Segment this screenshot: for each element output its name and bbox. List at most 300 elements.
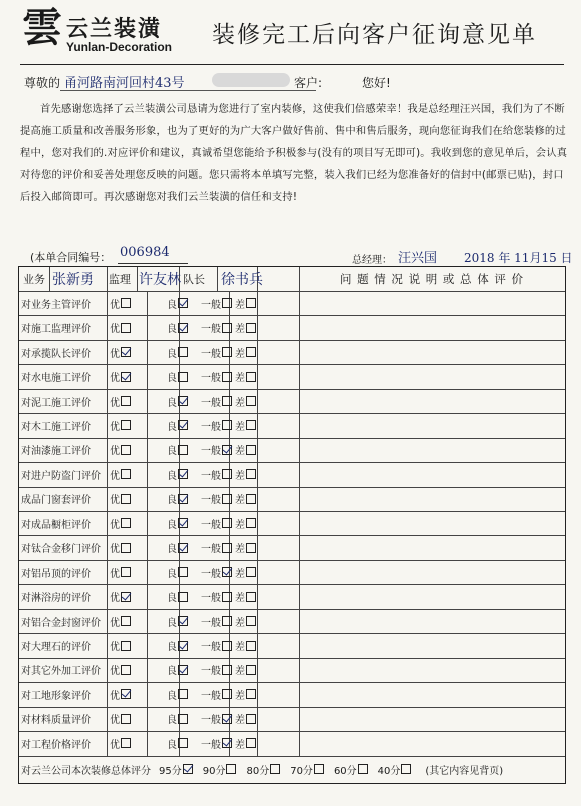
- grade-option-poor[interactable]: [235, 462, 305, 486]
- grade-label: 良: [167, 544, 177, 556]
- address-underline: [60, 90, 316, 91]
- grade-option-poor[interactable]: [235, 389, 305, 413]
- problem-comment-field[interactable]: [299, 389, 565, 413]
- grade-checkbox[interactable]: [222, 592, 232, 602]
- grade-checkbox[interactable]: [178, 396, 188, 406]
- grade-option-excellent[interactable]: [107, 536, 150, 560]
- grade-option-excellent[interactable]: [107, 609, 150, 633]
- score-checkbox[interactable]: [401, 764, 411, 774]
- grade-option-excellent[interactable]: [107, 340, 150, 364]
- grade-label: 优: [110, 593, 120, 605]
- rating-label: 对木工施工评价: [21, 421, 91, 433]
- problem-header: 问 题 情 况 说 明 或 总 体 评 价: [339, 272, 525, 286]
- problem-comment-field[interactable]: [299, 438, 565, 462]
- grade-checkbox[interactable]: [121, 323, 131, 333]
- grade-label: 差: [235, 519, 245, 531]
- grade-checkbox[interactable]: [222, 347, 232, 357]
- grade-label: 优: [110, 495, 120, 507]
- grade-label: 良: [167, 324, 177, 336]
- problem-comment-field[interactable]: [299, 658, 565, 682]
- evaluation-table: [18, 266, 566, 784]
- grade-option-excellent[interactable]: [107, 682, 150, 706]
- grade-checkbox[interactable]: [178, 689, 188, 699]
- grade-checkbox[interactable]: [246, 518, 256, 528]
- problem-comment-field[interactable]: [299, 584, 565, 608]
- grade-option-good[interactable]: [167, 462, 199, 486]
- grade-option-poor[interactable]: [235, 731, 305, 755]
- score-option-label: 60分: [333, 765, 357, 777]
- supervisor-name: 许友林: [139, 272, 181, 288]
- grade-option-poor[interactable]: [235, 340, 305, 364]
- problem-comment-field[interactable]: [299, 511, 565, 535]
- rating-row: [19, 340, 565, 365]
- rating-label: 对业务主管评价: [21, 299, 91, 311]
- grade-label: 一般: [201, 593, 221, 605]
- grade-checkbox[interactable]: [178, 347, 188, 357]
- letter-paragraph: 首先感谢您选择了云兰装潢公司恳请为您进行了室内装修，这使我们倍感荣幸！我是总经理汪兴国，我们为了不断提高施工质量和改善服务形象，也为了更好的为广大客户做好售前、售中和售后服务，现向您征询我们在给您装修的过程中，您对我们的.对应评价和建议，真诚希望您能给予积极参与(没有的项目写无即可)。我收到您的意见单后，会认真对待您的评价和妥善处理您反映的问题。您只需将本单填写完整，装入我们已经为您准备好的信封中(邮票已贴)，封口后投入邮筒即可。再次感谢您对我们云兰装潢的信任和支持!: [20, 103, 568, 203]
- grade-label: 优: [110, 666, 120, 678]
- grade-checkbox[interactable]: [246, 567, 256, 577]
- manager-label: 总经理：: [352, 255, 392, 266]
- greeting-salute: 尊敬的: [24, 76, 61, 90]
- grade-checkbox[interactable]: [246, 396, 256, 406]
- grade-option-good[interactable]: [167, 560, 199, 584]
- problem-comment-field[interactable]: [299, 731, 565, 755]
- score-checkbox[interactable]: [270, 764, 280, 774]
- grade-option-poor[interactable]: [235, 413, 305, 437]
- rating-row: [19, 707, 565, 732]
- grade-checkbox[interactable]: [246, 298, 256, 308]
- grade-checkbox[interactable]: [121, 396, 131, 406]
- grade-label: 优: [110, 397, 120, 409]
- grade-label: 良: [167, 642, 177, 654]
- grade-option-excellent[interactable]: [107, 462, 150, 486]
- grade-checkbox[interactable]: [246, 616, 256, 626]
- grade-label: 差: [235, 666, 245, 678]
- grade-option-good[interactable]: [167, 658, 199, 682]
- rating-row: [19, 413, 565, 438]
- grade-label: 良: [167, 617, 177, 629]
- staff-header-row: [19, 267, 565, 292]
- grade-checkbox[interactable]: [121, 738, 131, 748]
- grade-option-excellent[interactable]: [107, 633, 150, 657]
- grade-option-good[interactable]: [167, 731, 199, 755]
- manager-signature: 汪兴国: [398, 251, 438, 266]
- grade-label: 优: [110, 470, 120, 482]
- logo-name-en: Yunlan-Decoration: [66, 40, 173, 54]
- rating-label: 对其它外加工评价: [21, 666, 101, 678]
- grade-checkbox[interactable]: [222, 714, 232, 724]
- grade-checkbox[interactable]: [246, 445, 256, 455]
- leader-name: 徐书兵: [221, 272, 263, 288]
- redacted-customer-name: [212, 73, 290, 87]
- grade-checkbox[interactable]: [178, 714, 188, 724]
- grade-checkbox[interactable]: [246, 641, 256, 651]
- grade-option-good[interactable]: [167, 315, 199, 339]
- rating-label: 对油漆施工评价: [21, 446, 91, 458]
- grade-checkbox[interactable]: [222, 641, 232, 651]
- grade-label: 优: [110, 421, 120, 433]
- rating-row: [19, 315, 565, 340]
- grade-checkbox[interactable]: [222, 420, 232, 430]
- grade-checkbox[interactable]: [121, 372, 131, 382]
- form-date: 2018 年 11月15 日: [464, 251, 573, 265]
- problem-comment-field[interactable]: [299, 340, 565, 364]
- grade-option-poor[interactable]: [235, 511, 305, 535]
- grade-label: 良: [167, 593, 177, 605]
- grade-label: 差: [235, 715, 245, 727]
- grade-checkbox[interactable]: [222, 396, 232, 406]
- grade-checkbox[interactable]: [178, 298, 188, 308]
- rating-label: 对工程价格评价: [21, 739, 91, 751]
- grade-checkbox[interactable]: [222, 543, 232, 553]
- grade-label: 差: [235, 593, 245, 605]
- grade-option-good[interactable]: [167, 511, 199, 535]
- grade-option-poor[interactable]: [235, 487, 305, 511]
- grade-option-excellent[interactable]: [107, 658, 150, 682]
- score-option[interactable]: [334, 762, 368, 777]
- grade-label: 优: [110, 690, 120, 702]
- grade-label: 优: [110, 739, 120, 751]
- grade-label: 一般: [201, 446, 221, 458]
- grade-label: 优: [110, 642, 120, 654]
- rating-label: 对工地形象评价: [21, 690, 91, 702]
- overall-score-label: 对云兰公司本次装修总体评分: [21, 765, 151, 777]
- grade-checkbox[interactable]: [222, 372, 232, 382]
- grade-option-good[interactable]: [167, 536, 199, 560]
- grade-checkbox[interactable]: [178, 518, 188, 528]
- grade-option-poor[interactable]: [235, 291, 305, 315]
- grade-label: 差: [235, 544, 245, 556]
- grade-label: 一般: [201, 495, 221, 507]
- grade-label: 差: [235, 642, 245, 654]
- rating-label: 对进户防盗门评价: [21, 470, 101, 482]
- score-option-label: 90分: [202, 765, 226, 777]
- grade-option-poor[interactable]: [235, 633, 305, 657]
- grade-checkbox[interactable]: [178, 641, 188, 651]
- grade-checkbox[interactable]: [222, 665, 232, 675]
- grade-checkbox[interactable]: [121, 469, 131, 479]
- grade-label: 良: [167, 690, 177, 702]
- grade-label: 差: [235, 324, 245, 336]
- rating-label: 成品门窗套评价: [21, 495, 91, 507]
- rating-row: [19, 462, 565, 487]
- grade-option-poor[interactable]: [235, 707, 305, 731]
- grade-option-excellent[interactable]: [107, 413, 150, 437]
- grade-checkbox[interactable]: [246, 592, 256, 602]
- grade-label: 一般: [201, 666, 221, 678]
- document-title: 装修完工后向客户征询意见单: [212, 22, 537, 48]
- grade-label: 一般: [201, 324, 221, 336]
- logo-name-cn: 云兰装潢: [66, 17, 163, 42]
- grade-label: 一般: [201, 617, 221, 629]
- grade-checkbox[interactable]: [222, 323, 232, 333]
- rating-label: 对承揽队长评价: [21, 348, 91, 360]
- contract-number: 006984: [120, 245, 170, 260]
- grade-checkbox[interactable]: [178, 543, 188, 553]
- grade-checkbox[interactable]: [246, 469, 256, 479]
- grade-checkbox[interactable]: [246, 714, 256, 724]
- grade-checkbox[interactable]: [121, 543, 131, 553]
- score-option[interactable]: [290, 762, 324, 777]
- grade-label: 一般: [201, 348, 221, 360]
- grade-checkbox[interactable]: [222, 689, 232, 699]
- grade-checkbox[interactable]: [121, 689, 131, 699]
- score-option[interactable]: [159, 762, 193, 777]
- rating-row: [19, 658, 565, 683]
- grade-checkbox[interactable]: [178, 738, 188, 748]
- grade-label: 优: [110, 519, 120, 531]
- problem-comment-field[interactable]: [299, 633, 565, 657]
- grade-label: 差: [235, 568, 245, 580]
- overall-score: [19, 756, 567, 783]
- grade-checkbox[interactable]: [121, 445, 131, 455]
- problem-comment-field[interactable]: [299, 682, 565, 706]
- grade-checkbox[interactable]: [246, 420, 256, 430]
- score-option[interactable]: [203, 762, 237, 777]
- grade-checkbox[interactable]: [178, 616, 188, 626]
- grade-checkbox[interactable]: [246, 689, 256, 699]
- rating-row: [19, 487, 565, 512]
- grade-option-good[interactable]: [167, 389, 199, 413]
- grade-checkbox[interactable]: [178, 420, 188, 430]
- grade-checkbox[interactable]: [222, 469, 232, 479]
- grade-label: 优: [110, 544, 120, 556]
- grade-label: 一般: [201, 690, 221, 702]
- grade-label: 良: [167, 519, 177, 531]
- grade-checkbox[interactable]: [246, 347, 256, 357]
- grade-option-poor[interactable]: [235, 536, 305, 560]
- business-name: 张新勇: [52, 272, 94, 288]
- grade-label: 优: [110, 324, 120, 336]
- grade-checkbox[interactable]: [121, 665, 131, 675]
- grade-option-good[interactable]: [167, 364, 199, 388]
- score-option[interactable]: [378, 762, 412, 777]
- grade-option-excellent[interactable]: [107, 707, 150, 731]
- grade-option-good[interactable]: [167, 413, 199, 437]
- grade-option-good[interactable]: [167, 609, 199, 633]
- grade-option-good[interactable]: [167, 707, 199, 731]
- grade-label: 良: [167, 568, 177, 580]
- grade-option-good[interactable]: [167, 682, 199, 706]
- grade-label: 一般: [201, 715, 221, 727]
- grade-label: 差: [235, 421, 245, 433]
- problem-comment-field[interactable]: [299, 291, 565, 315]
- contract-underline: [118, 263, 188, 264]
- grade-label: 一般: [201, 373, 221, 385]
- rating-label: 对成品橱柜评价: [21, 519, 91, 531]
- problem-comment-field[interactable]: [299, 609, 565, 633]
- grade-option-poor[interactable]: [235, 682, 305, 706]
- grade-label: 良: [167, 495, 177, 507]
- grade-option-excellent[interactable]: [107, 389, 150, 413]
- score-checkbox[interactable]: [358, 764, 368, 774]
- score-option-label: 40分: [377, 765, 401, 777]
- problem-comment-field[interactable]: [299, 364, 565, 388]
- grade-checkbox[interactable]: [222, 738, 232, 748]
- grade-label: 差: [235, 617, 245, 629]
- grade-label: 良: [167, 446, 177, 458]
- grade-option-good[interactable]: [167, 291, 199, 315]
- grade-label: 一般: [201, 568, 221, 580]
- grade-label: 一般: [201, 299, 221, 311]
- grade-checkbox[interactable]: [178, 323, 188, 333]
- rating-row: [19, 389, 565, 414]
- score-option-label: 70分: [290, 765, 313, 777]
- customer-address: 甬河路南河回村43号: [64, 76, 185, 91]
- grade-checkbox[interactable]: [246, 372, 256, 382]
- grade-label: 差: [235, 397, 245, 409]
- grade-option-poor[interactable]: [235, 438, 305, 462]
- grade-checkbox[interactable]: [121, 494, 131, 504]
- score-option[interactable]: [246, 762, 280, 777]
- grade-checkbox[interactable]: [222, 616, 232, 626]
- grade-label: 差: [235, 446, 245, 458]
- grade-label: 一般: [201, 421, 221, 433]
- grade-label: 优: [110, 617, 120, 629]
- grade-label: 良: [167, 739, 177, 751]
- contract-number-label: (本单合同编号：: [30, 251, 112, 264]
- grade-option-excellent[interactable]: [107, 511, 150, 535]
- grade-option-excellent[interactable]: [107, 584, 150, 608]
- grade-checkbox[interactable]: [121, 592, 131, 602]
- grade-option-excellent[interactable]: [107, 731, 150, 755]
- customer-label: 客户:: [294, 76, 323, 90]
- problem-comment-field[interactable]: [299, 707, 565, 731]
- grade-label: 优: [110, 348, 120, 360]
- grade-checkbox[interactable]: [121, 518, 131, 528]
- grade-label: 差: [235, 470, 245, 482]
- overall-score-row: [19, 756, 565, 783]
- grade-checkbox[interactable]: [246, 543, 256, 553]
- grade-label: 差: [235, 690, 245, 702]
- grade-option-poor[interactable]: [235, 658, 305, 682]
- leader-label: 队长: [183, 273, 205, 286]
- grade-label: 差: [235, 373, 245, 385]
- header-divider: [20, 64, 564, 65]
- grade-label: 差: [235, 299, 245, 311]
- problem-comment-field[interactable]: [299, 560, 565, 584]
- grade-label: 一般: [201, 519, 221, 531]
- grade-label: 差: [235, 495, 245, 507]
- problem-comment-field[interactable]: [299, 462, 565, 486]
- score-checkbox[interactable]: [226, 764, 236, 774]
- grade-option-good[interactable]: [167, 340, 199, 364]
- grade-checkbox[interactable]: [121, 641, 131, 651]
- grade-checkbox[interactable]: [222, 567, 232, 577]
- rating-row: [19, 438, 565, 463]
- grade-option-good[interactable]: [167, 584, 199, 608]
- grade-label: 良: [167, 397, 177, 409]
- form-meta: [20, 245, 573, 267]
- problem-comment-field[interactable]: [299, 413, 565, 437]
- grade-checkbox[interactable]: [178, 665, 188, 675]
- grade-checkbox[interactable]: [121, 298, 131, 308]
- grade-checkbox[interactable]: [121, 567, 131, 577]
- rating-row: [19, 584, 565, 609]
- rating-row: [19, 731, 565, 756]
- grade-label: 优: [110, 446, 120, 458]
- business-label: 业务: [23, 273, 45, 286]
- supervisor-label: 监理: [109, 273, 131, 286]
- grade-option-excellent[interactable]: [107, 291, 150, 315]
- grade-checkbox[interactable]: [121, 616, 131, 626]
- score-checkbox[interactable]: [183, 764, 193, 774]
- grade-option-excellent[interactable]: [107, 560, 150, 584]
- grade-option-poor[interactable]: [235, 584, 305, 608]
- grade-checkbox[interactable]: [178, 445, 188, 455]
- grade-option-excellent[interactable]: [107, 315, 150, 339]
- grade-option-poor[interactable]: [235, 315, 305, 339]
- grade-checkbox[interactable]: [222, 298, 232, 308]
- problem-comment-field[interactable]: [299, 487, 565, 511]
- company-logo: [22, 4, 192, 58]
- grade-checkbox[interactable]: [246, 665, 256, 675]
- grade-label: 优: [110, 299, 120, 311]
- grade-label: 一般: [201, 739, 221, 751]
- rating-row: [19, 609, 565, 634]
- grade-label: 差: [235, 739, 245, 751]
- rating-label: 对钛合金移门评价: [21, 544, 101, 556]
- score-option-label: 95分: [159, 765, 182, 777]
- grade-option-poor[interactable]: [235, 364, 305, 388]
- rating-label: 对水电施工评价: [21, 373, 91, 385]
- grade-label: 优: [110, 568, 120, 580]
- grade-label: 良: [167, 715, 177, 727]
- letter-body: [20, 98, 570, 208]
- grade-option-good[interactable]: [167, 487, 199, 511]
- grade-checkbox[interactable]: [222, 445, 232, 455]
- grade-option-good[interactable]: [167, 633, 199, 657]
- problem-comment-field[interactable]: [299, 315, 565, 339]
- grade-checkbox[interactable]: [178, 567, 188, 577]
- grade-label: 一般: [201, 470, 221, 482]
- grade-checkbox[interactable]: [121, 714, 131, 724]
- rating-label: 对淋浴房的评价: [21, 593, 91, 605]
- grade-option-poor[interactable]: [235, 560, 305, 584]
- grade-label: 一般: [201, 544, 221, 556]
- logo-glyph: 雲: [22, 4, 62, 51]
- grade-checkbox[interactable]: [222, 518, 232, 528]
- problem-comment-field[interactable]: [299, 536, 565, 560]
- grade-label: 一般: [201, 397, 221, 409]
- rating-label: 对施工监理评价: [21, 324, 91, 336]
- grade-checkbox[interactable]: [178, 592, 188, 602]
- grade-option-excellent[interactable]: [107, 364, 150, 388]
- grade-checkbox[interactable]: [246, 738, 256, 748]
- grade-checkbox[interactable]: [246, 323, 256, 333]
- rating-label: 对铝合金封窗评价: [21, 617, 101, 629]
- rating-row: [19, 633, 565, 658]
- grade-option-poor[interactable]: [235, 609, 305, 633]
- score-checkbox[interactable]: [314, 764, 324, 774]
- grade-checkbox[interactable]: [178, 372, 188, 382]
- grade-checkbox[interactable]: [121, 347, 131, 357]
- rating-row: [19, 511, 565, 536]
- rating-label: 对材料质量评价: [21, 715, 91, 727]
- grade-checkbox[interactable]: [121, 420, 131, 430]
- grade-option-excellent[interactable]: [107, 487, 150, 511]
- grade-label: 良: [167, 348, 177, 360]
- grade-checkbox[interactable]: [178, 469, 188, 479]
- grade-option-excellent[interactable]: [107, 438, 150, 462]
- grade-option-good[interactable]: [167, 438, 199, 462]
- grade-checkbox[interactable]: [222, 494, 232, 504]
- grade-checkbox[interactable]: [178, 494, 188, 504]
- grade-label: 良: [167, 373, 177, 385]
- rating-row: [19, 560, 565, 585]
- grade-checkbox[interactable]: [246, 494, 256, 504]
